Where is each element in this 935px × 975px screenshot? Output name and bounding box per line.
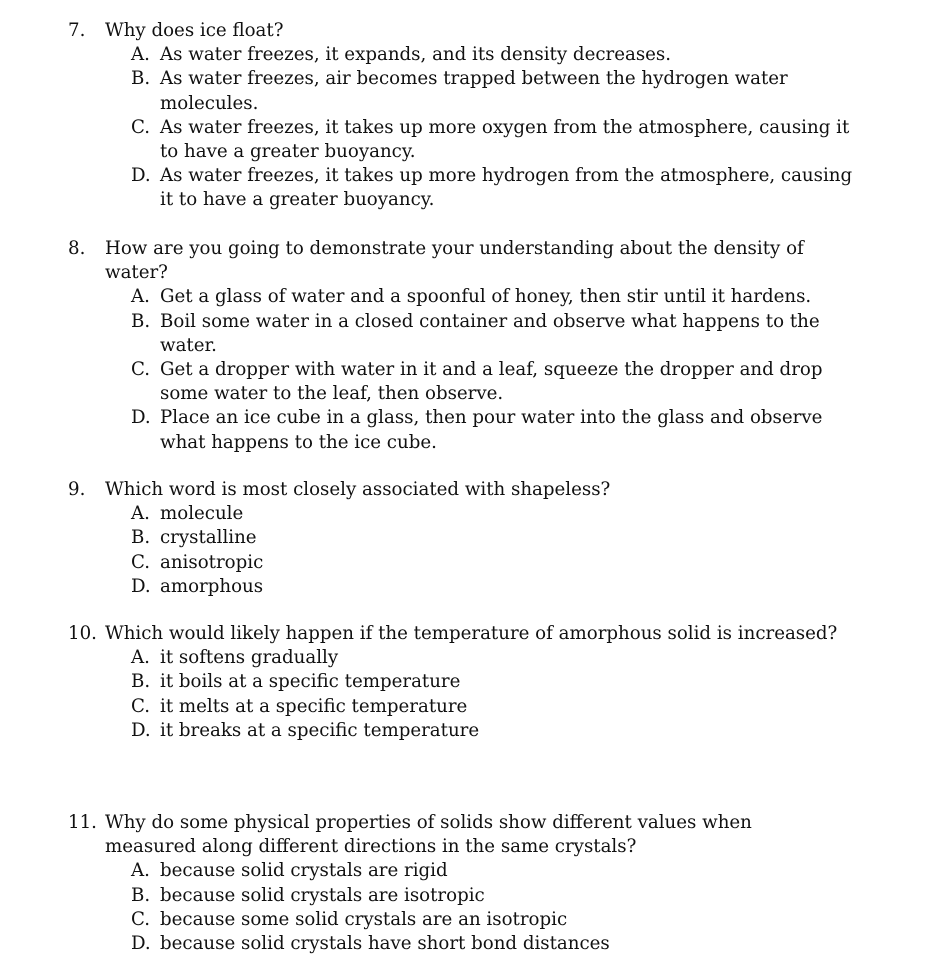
option-text: it to have a greater buoyancy.: [160, 189, 435, 211]
option-text: As water freezes, it expands, and its density decreases.: [160, 44, 672, 66]
question-stem-line: [0, 237, 935, 261]
option-a: [0, 646, 935, 670]
option-text: because solid crystals are rigid: [160, 860, 448, 882]
option-text: water.: [160, 334, 217, 356]
option-c: [0, 908, 935, 932]
question-stem: water?: [105, 262, 168, 284]
option-letter: B.: [131, 884, 151, 906]
option-letter: C.: [131, 695, 151, 717]
option-text: it melts at a specific temperature: [160, 695, 468, 717]
question-stem: How are you going to demonstrate your understanding about the density of: [105, 238, 804, 259]
question-stem-line: [0, 811, 935, 835]
question-11: [0, 811, 935, 956]
option-c: [0, 358, 935, 382]
option-d: [0, 719, 935, 743]
question-stem: Which would likely happen if the temperature of amorphous solid is increased?: [105, 623, 838, 644]
question-stem: Which word is most closely associated with shapeless?: [105, 479, 611, 500]
option-b: [0, 884, 935, 908]
question-stem-continued: [0, 835, 935, 859]
question-stem-line: [0, 478, 935, 502]
option-c-continued: [0, 382, 935, 406]
question-stem: Why does ice float?: [105, 20, 284, 41]
option-a: [0, 43, 935, 67]
option-d: [0, 164, 935, 188]
option-text: it boils at a specific temperature: [160, 671, 461, 693]
option-text: Get a glass of water and a spoonful of honey, then stir until it hardens.: [160, 286, 812, 308]
option-d-continued: [0, 431, 935, 455]
option-b: [0, 310, 935, 334]
option-text: molecule: [160, 503, 244, 525]
question-10: [0, 622, 935, 743]
option-d: [0, 932, 935, 956]
question-9: [0, 478, 935, 599]
option-c: [0, 695, 935, 719]
option-text: crystalline: [160, 527, 257, 549]
option-a: [0, 285, 935, 309]
option-letter: A.: [131, 503, 150, 525]
option-text: to have a greater buoyancy.: [160, 140, 416, 162]
option-text: because solid crystals are isotropic: [160, 884, 485, 906]
option-letter: A.: [131, 647, 150, 669]
option-letter: C.: [131, 551, 151, 573]
option-c: [0, 116, 935, 140]
option-letter: B.: [131, 310, 151, 332]
option-text: molecules.: [160, 92, 259, 114]
option-c: [0, 551, 935, 575]
option-text: amorphous: [160, 575, 264, 597]
option-letter: A.: [131, 44, 150, 66]
option-text: anisotropic: [160, 551, 264, 573]
question-stem-line: [0, 19, 935, 43]
option-d: [0, 575, 935, 599]
option-a: [0, 859, 935, 883]
option-letter: D.: [131, 719, 151, 741]
question-8: [0, 237, 935, 455]
question-number: 7.: [68, 20, 86, 41]
option-d: [0, 406, 935, 430]
option-text: because some solid crystals are an isotropic: [160, 908, 568, 930]
option-text: some water to the leaf, then observe.: [160, 383, 504, 405]
option-text: Boil some water in a closed container and observe what happens to the: [160, 310, 820, 332]
option-text: Get a dropper with water in it and a leaf, squeeze the dropper and drop: [160, 358, 823, 380]
option-letter: A.: [131, 286, 150, 308]
option-text: it softens gradually: [160, 647, 339, 669]
option-b: [0, 67, 935, 91]
option-text: because solid crystals have short bond distances: [160, 932, 610, 954]
question-stem-line: [0, 622, 935, 646]
option-a: [0, 502, 935, 526]
question-number: 10.: [68, 623, 97, 644]
option-text: As water freezes, air becomes trapped between the hydrogen water: [160, 68, 788, 90]
option-letter: D.: [131, 932, 151, 954]
option-text: As water freezes, it takes up more hydrogen from the atmosphere, causing: [160, 165, 853, 187]
option-letter: B.: [131, 671, 151, 693]
option-letter: C.: [131, 116, 151, 138]
option-letter: B.: [131, 68, 151, 90]
option-letter: D.: [131, 407, 151, 429]
option-text: As water freezes, it takes up more oxygen from the atmosphere, causing it: [160, 116, 850, 138]
option-letter: A.: [131, 860, 150, 882]
option-b: [0, 670, 935, 694]
option-text: it breaks at a specific temperature: [160, 719, 480, 741]
option-letter: D.: [131, 165, 151, 187]
question-number: 8.: [68, 238, 86, 259]
option-letter: C.: [131, 908, 151, 930]
option-text: what happens to the ice cube.: [160, 431, 437, 453]
question-stem-continued: [0, 261, 935, 285]
question-7: [0, 19, 935, 213]
option-b: [0, 526, 935, 550]
option-c-continued: [0, 140, 935, 164]
question-number: 9.: [68, 479, 86, 500]
option-b-continued: [0, 92, 935, 116]
option-letter: C.: [131, 358, 151, 380]
option-b-continued: [0, 334, 935, 358]
question-stem: measured along different directions in the same crystals?: [105, 836, 637, 858]
question-number: 11.: [68, 812, 97, 833]
option-letter: B.: [131, 527, 151, 549]
option-text: Place an ice cube in a glass, then pour water into the glass and observe: [160, 407, 823, 429]
question-stem: Why do some physical properties of solids show different values when: [105, 812, 752, 833]
option-d-continued: [0, 188, 935, 212]
option-letter: D.: [131, 575, 151, 597]
